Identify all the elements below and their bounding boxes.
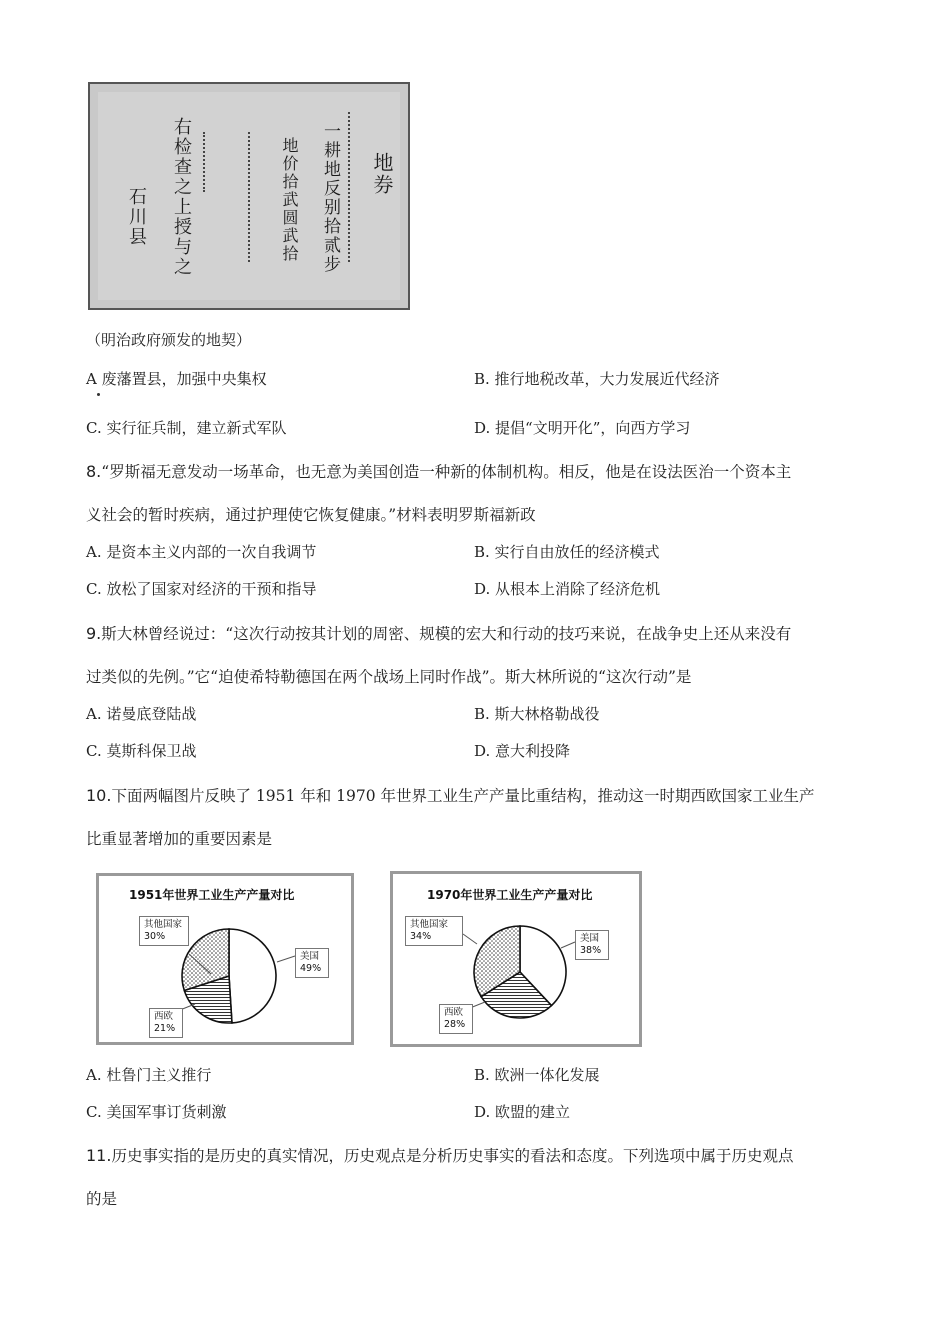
deed-column-prefecture: 石川县 xyxy=(126,187,147,247)
label-name: 美国 xyxy=(300,951,320,962)
q8-option-c: C. 放松了国家对经济的干预和指导 xyxy=(86,580,317,598)
q11-number: 11. xyxy=(86,1146,112,1165)
chart-1970-label-other xyxy=(405,916,463,946)
q7-option-a: A 废藩置县，加强中央集权 xyxy=(86,370,267,388)
chart-1970-label-us xyxy=(575,930,609,960)
q9-option-b: B. 斯大林格勒战役 xyxy=(474,705,600,723)
pie-chart-1970 xyxy=(390,871,642,1047)
q9-option-c: C. 莫斯科保卫战 xyxy=(86,742,197,760)
chart-1951-title: 1951年世界工业生产产量对比 xyxy=(129,888,295,902)
chart-1951-label-we xyxy=(149,1008,183,1038)
chart-1951-label-us xyxy=(295,948,329,978)
q11-stem xyxy=(86,1145,793,1167)
q10-line1: 下面两幅图片反映了 1951 年和 1970 年世界工业生产产量比重结构，推动这一时期西欧国家工业生产 xyxy=(111,787,815,805)
q8-option-b: B. 实行自由放任的经济模式 xyxy=(474,543,660,561)
stray-dot xyxy=(97,393,100,396)
chart-1970-label-we xyxy=(439,1004,473,1034)
label-name: 其他国家 xyxy=(144,919,183,930)
chart-1951-label-other xyxy=(139,916,189,946)
land-deed-image xyxy=(88,82,410,310)
q10-option-a: A. 杜鲁门主义推行 xyxy=(86,1066,212,1084)
deed-caption: （明治政府颁发的地契） xyxy=(86,331,252,349)
chart-1970-title: 1970年世界工业生产产量对比 xyxy=(427,888,593,902)
pie-chart-1951 xyxy=(96,873,354,1045)
leader-line xyxy=(463,934,477,944)
q7-option-b: B. 推行地税改革，大力发展近代经济 xyxy=(474,370,720,388)
label-value: 21% xyxy=(154,1023,176,1034)
leader-line xyxy=(561,942,575,948)
q10-option-b: B. 欧洲一体化发展 xyxy=(474,1066,600,1084)
label-name: 美国 xyxy=(580,933,600,944)
q10-option-d: D. 欧盟的建立 xyxy=(474,1103,571,1121)
q7-option-c: C. 实行征兵制，建立新式军队 xyxy=(86,419,287,437)
label-value: 34% xyxy=(410,931,432,942)
deed-small-script xyxy=(348,112,362,262)
q8-line2: 义社会的暂时疾病，通过护理使它恢复健康。”材料表明罗斯福新政 xyxy=(86,506,536,524)
q9-line1: 斯大林曾经说过：“这次行动按其计划的周密、规模的宏大和行动的技巧来说，在战争史上还从来没有 xyxy=(101,625,792,643)
q8-number: 8. xyxy=(86,462,102,481)
label-name: 西欧 xyxy=(154,1011,174,1022)
deed-column-title: 地券 xyxy=(370,152,394,196)
deed-small-script xyxy=(248,132,262,262)
q9-line2: 过类似的先例。”它“迫使希特勒德国在两个战场上同时作战”。斯大林所说的“这次行动”是 xyxy=(86,668,692,686)
deed-column-grant: 右检查之上授与之 xyxy=(171,117,192,277)
label-value: 49% xyxy=(300,963,322,974)
q11-line2: 的是 xyxy=(86,1190,118,1208)
q10-number: 10. xyxy=(86,786,112,805)
q7-option-d: D. 提倡“文明开化”，向西方学习 xyxy=(474,419,691,437)
deed-column-price: 地价拾武圆武拾 xyxy=(280,137,299,263)
q10-stem xyxy=(86,785,815,807)
q10-option-c: C. 美国军事订货刺激 xyxy=(86,1103,227,1121)
deed-column-area: 一耕地反别拾贰步 xyxy=(320,122,340,274)
label-value: 38% xyxy=(580,945,602,956)
label-name: 其他国家 xyxy=(410,919,449,930)
q9-option-d: D. 意大利投降 xyxy=(474,742,571,760)
q10-line2: 比重显著增加的重要因素是 xyxy=(86,830,273,848)
q9-number: 9. xyxy=(86,624,102,643)
deed-small-script xyxy=(203,132,217,192)
q9-option-a: A. 诺曼底登陆战 xyxy=(86,705,197,723)
q8-line1: “罗斯福无意发动一场革命，也无意为美国创造一种新的体制机构。相反，他是在设法医治一个资本主 xyxy=(101,463,792,481)
label-value: 28% xyxy=(444,1019,466,1030)
q8-option-a: A. 是资本主义内部的一次自我调节 xyxy=(86,543,317,561)
q8-option-d: D. 从根本上消除了经济危机 xyxy=(474,580,661,598)
q9-stem xyxy=(86,623,791,645)
q8-stem xyxy=(86,461,791,483)
leader-line xyxy=(277,956,295,962)
label-value: 30% xyxy=(144,931,166,942)
label-name: 西欧 xyxy=(444,1007,464,1018)
pie-slice-us xyxy=(229,929,276,1023)
q11-line1: 历史事实指的是历史的真实情况，历史观点是分析历史事实的看法和态度。下列选项中属于历史观点 xyxy=(111,1147,794,1165)
